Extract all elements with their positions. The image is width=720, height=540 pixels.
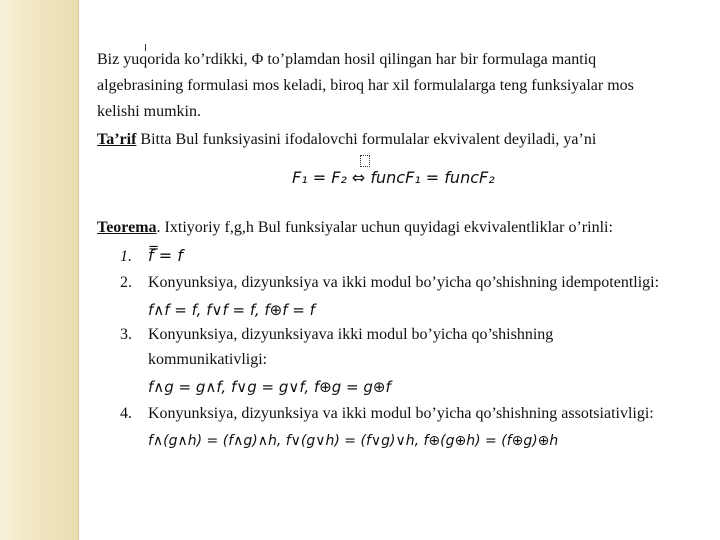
item-formula: f∧(g∧h) = (f∧g)∧h, f∨(g∨h) = (f∨g)∨h, f⊕(g⊕h) = (f⊕g)⊕h — [148, 433, 559, 449]
theorem-label: Teorema — [97, 219, 157, 236]
item-text: Konyunksiya, dizyunksiya va ikki modul bo’yicha qo’shishning idempotentligi: — [148, 274, 660, 291]
item-text: Konyunksiya, dizyunksiya va ikki modul bo’yicha qo’shishning assotsiativligi: — [148, 405, 654, 422]
item-text-continued: kommunikativligi: — [148, 351, 268, 368]
item-number: 4. — [120, 405, 132, 422]
theorem-text: . Ixtiyoriy f,g,h Bul funksiyalar uchun quyidagi ekvivalentliklar o’rinli: — [156, 219, 613, 236]
list-item — [120, 404, 654, 424]
intro-line-1: Biz yuqorida ko’rdikki, Φ to’plamdan hosil qilingan har bir formulaga mantiq — [97, 51, 597, 68]
item-number: 2. — [120, 274, 132, 291]
definition-formula: F₁ = F₂ ⇔ funcF₁ = funcF₂ — [292, 168, 495, 187]
decorative-left-stripe — [0, 0, 78, 540]
item-formula: f∧f = f, f∨f = f, f⊕f = f — [148, 301, 315, 319]
item-number: 3. — [120, 326, 132, 343]
intro-line-2: algebrasining formulasi mos keladi, biroq har xil formulalarga teng funksiyalar mos — [97, 77, 634, 94]
definition-text: Bitta Bul funksiyasini ifodalovchi formulalar ekvivalent deyiladi, ya’ni — [136, 131, 597, 148]
item-text: Konyunksiya, dizyunksiyava ikki modul bo’yicha qo’shishning — [148, 326, 554, 343]
theorem-paragraph — [97, 218, 613, 238]
list-item — [120, 246, 183, 267]
list-item — [120, 273, 659, 293]
definition-label: Ta’rif — [97, 131, 137, 148]
stripe-divider — [78, 0, 79, 540]
item-number: 1. — [120, 248, 132, 265]
definition-paragraph — [97, 130, 596, 150]
list-item — [120, 325, 553, 345]
item-formula: f∧g = g∧f, f∨g = g∨f, f⊕g = g⊕f — [148, 378, 391, 396]
intro-line-3: kelishi mumkin. — [97, 103, 201, 120]
item-formula: f̿ = f — [148, 246, 183, 265]
empty-placeholder-box — [360, 155, 370, 167]
